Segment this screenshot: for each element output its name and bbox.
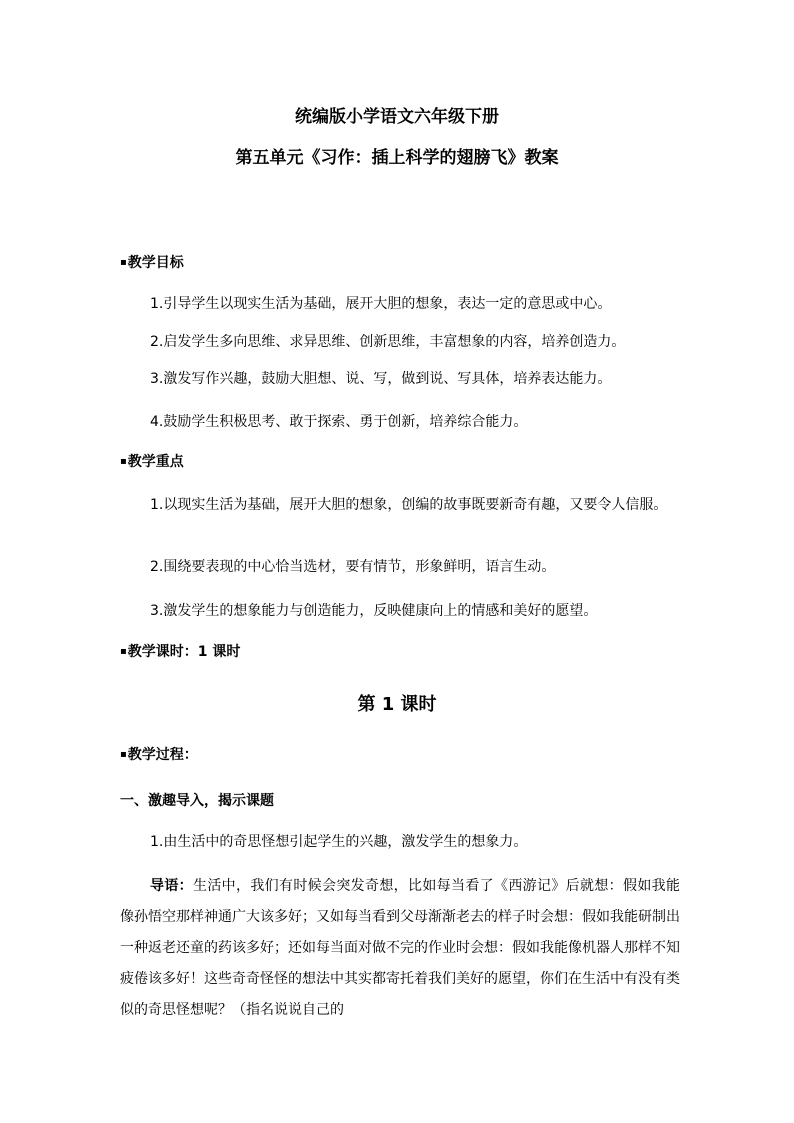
bullet-icon: ▪ xyxy=(120,749,127,760)
key-point-item-1: 1.以现实生活为基础，展开大胆的想象，创编的故事既要新奇有趣，又要令人信服。 xyxy=(150,497,668,513)
lesson-title: 第 1 课时 xyxy=(357,694,437,715)
objective-item-4: 4.鼓励学生积极思考、敢于探索、勇于创新，培养综合能力。 xyxy=(150,414,528,430)
process-heading xyxy=(120,745,198,765)
step1-title: 一、激趣导入，揭示课题 xyxy=(120,793,274,809)
hours-heading xyxy=(120,642,240,662)
bullet-icon: ▪ xyxy=(120,456,127,467)
key-point-item-2: 2.围绕要表现的中心恰当选材，要有情节，形象鲜明，语言生动。 xyxy=(150,559,556,575)
intro-paragraph xyxy=(120,871,680,1026)
document-title-line2: 第五单元《习作：插上科学的翅膀飞》教案 xyxy=(235,148,559,168)
bullet-icon: ▪ xyxy=(120,646,127,657)
objective-item-2: 2.启发学生多向思维、求异思维、创新思维，丰富想象的内容，培养创造力。 xyxy=(150,334,626,350)
key-points-heading-text: 教学重点 xyxy=(127,454,184,470)
objective-item-3: 3.激发写作兴趣，鼓励大胆想、说、写，做到说、写具体，培养表达能力。 xyxy=(150,371,612,387)
key-points-heading xyxy=(120,452,184,472)
intro-text: 生活中，我们有时候会突发奇想，比如每当看了《西游记》后就想：假如我能像孙悟空那样神通广大该多好；又如每当看到父母渐渐老去的样子时会想：假如我能研制出一种返老还童的药该多好；还如每当面对做不完的作业时会想：假如我能像机器人那样不知疲倦该多好！这些奇奇怪怪的想法中其实都寄托着我们美好的愿望，你们在生活中有没有类似的奇思怪想呢？（指名说说自己的 xyxy=(120,878,680,1018)
intro-label: 导语： xyxy=(150,878,193,894)
objectives-heading xyxy=(120,253,184,273)
process-heading-text: 教学过程： xyxy=(127,747,198,763)
objectives-heading-text: 教学目标 xyxy=(127,255,184,271)
key-point-item-3: 3.激发学生的想象能力与创造能力，反映健康向上的情感和美好的愿望。 xyxy=(150,603,598,619)
bullet-icon: ▪ xyxy=(120,257,127,268)
step1-item-1: 1.由生活中的奇思怪想引起学生的兴趣，激发学生的想象力。 xyxy=(150,834,528,850)
objective-item-1: 1.引导学生以现实生活为基础，展开大胆的想象，表达一定的意思或中心。 xyxy=(150,296,612,312)
hours-heading-text: 教学课时：1 课时 xyxy=(127,644,241,660)
document-title-line1: 统编版小学语文六年级下册 xyxy=(295,107,499,127)
